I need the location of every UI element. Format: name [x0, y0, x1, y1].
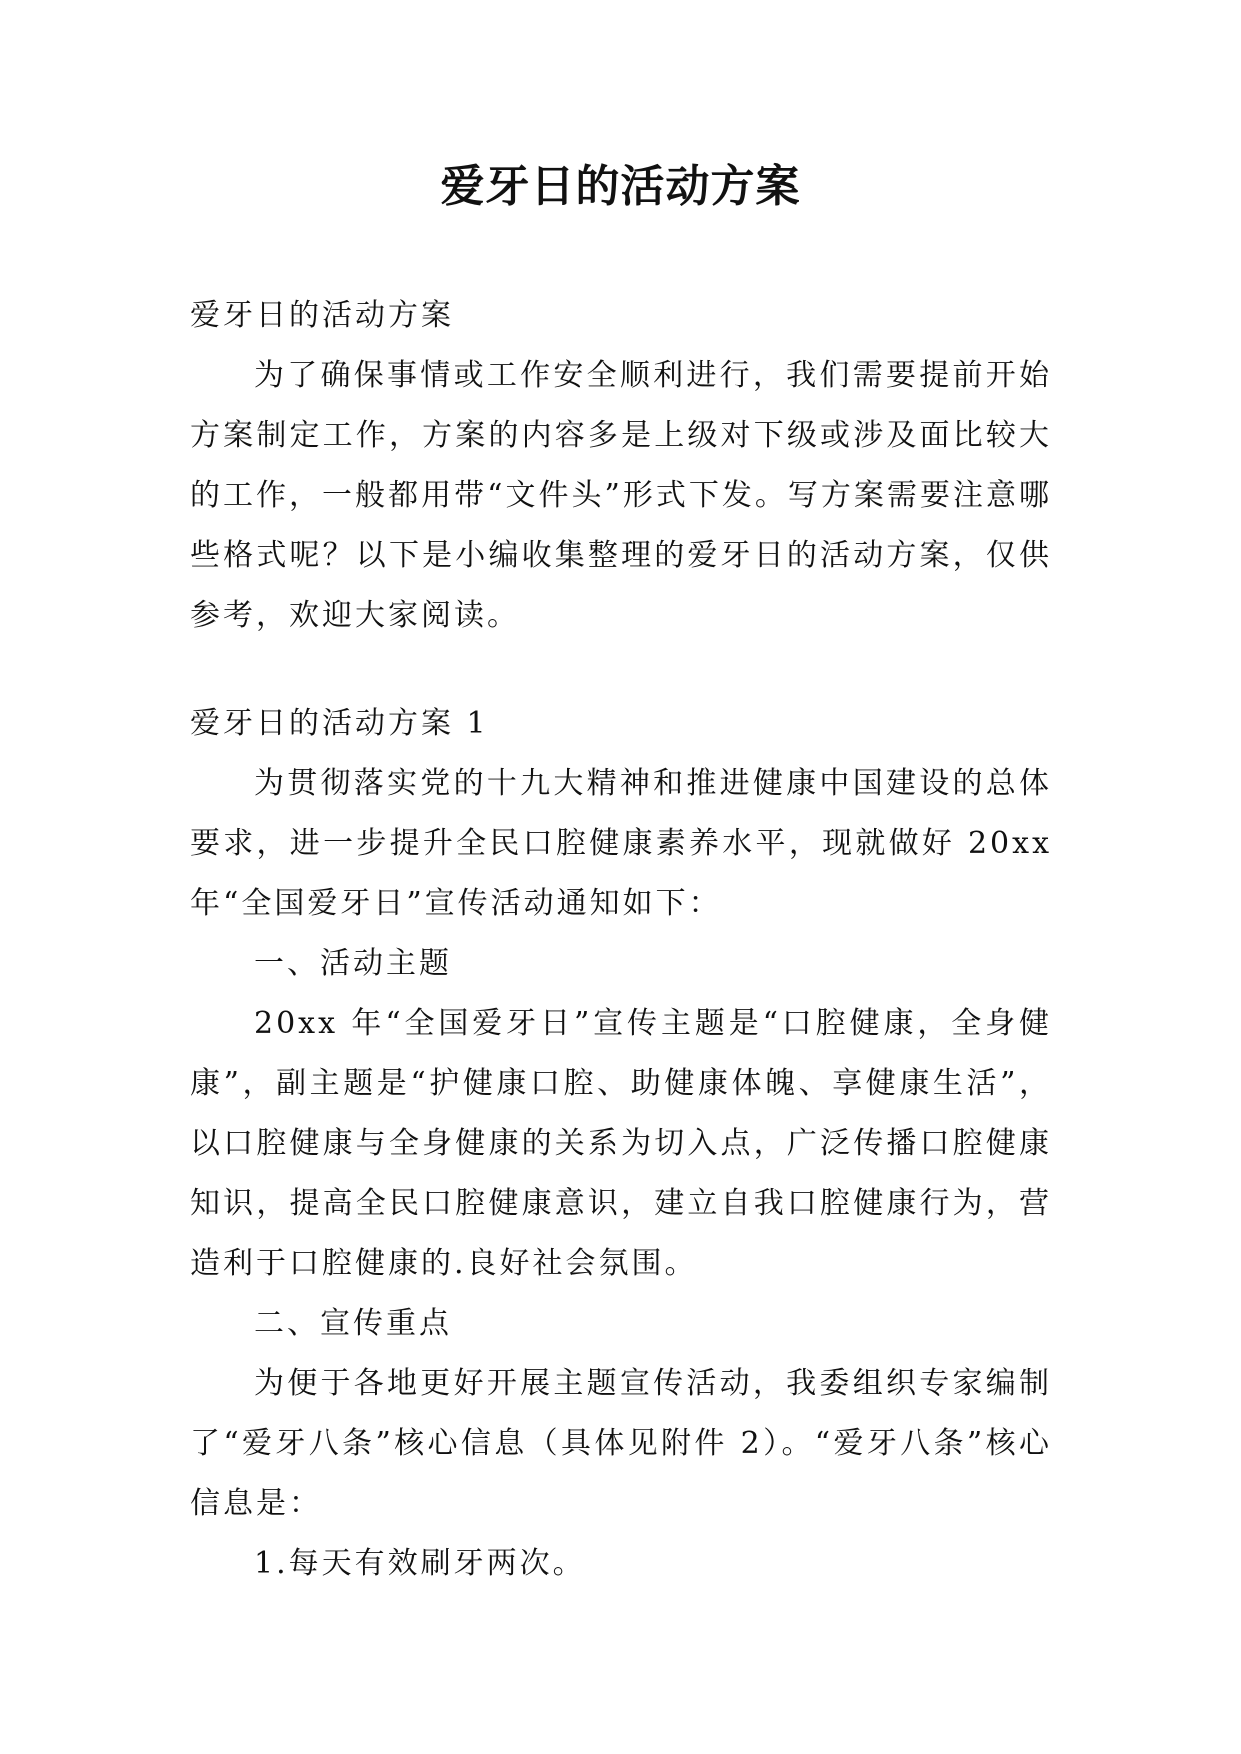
intro-heading: 爱牙日的活动方案	[190, 298, 454, 333]
section-subheading-theme: 一、活动主题	[254, 946, 452, 981]
section-subheading-focus: 二、宣传重点	[254, 1306, 452, 1341]
section-paragraph: 20xx 年“全国爱牙日”宣传主题是“口腔健康，全身健康”，副主题是“护健康口腔、助健康体魄、享健康生活”，以口腔健康与全身健康的关系为切入点，广泛传播口腔健康知识，提高全民口腔健康意识，建立自我口腔健康行为，营造利于口腔健康的.良好社会氛围。	[190, 1006, 1052, 1281]
intro-block	[190, 286, 1052, 646]
section-1-block	[190, 694, 1052, 1594]
section-heading: 爱牙日的活动方案 1	[190, 706, 489, 741]
section-paragraph: 为贯彻落实党的十九大精神和推进健康中国建设的总体要求，进一步提升全民口腔健康素养水平，现就做好 20xx 年“全国爱牙日”宣传活动通知如下：	[190, 766, 1052, 921]
list-item: 1.每天有效刷牙两次。	[254, 1546, 586, 1581]
intro-paragraph: 为了确保事情或工作安全顺利进行，我们需要提前开始方案制定工作，方案的内容多是上级对下级或涉及面比较大的工作，一般都用带“文件头”形式下发。写方案需要注意哪些格式呢？以下是小编收集整理的爱牙日的活动方案，仅供参考，欢迎大家阅读。	[190, 358, 1052, 633]
section-paragraph: 为便于各地更好开展主题宣传活动，我委组织专家编制了“爱牙八条”核心信息（具体见附件 2）。“爱牙八条”核心信息是：	[190, 1366, 1052, 1521]
document-title: 爱牙日的活动方案	[440, 161, 801, 212]
